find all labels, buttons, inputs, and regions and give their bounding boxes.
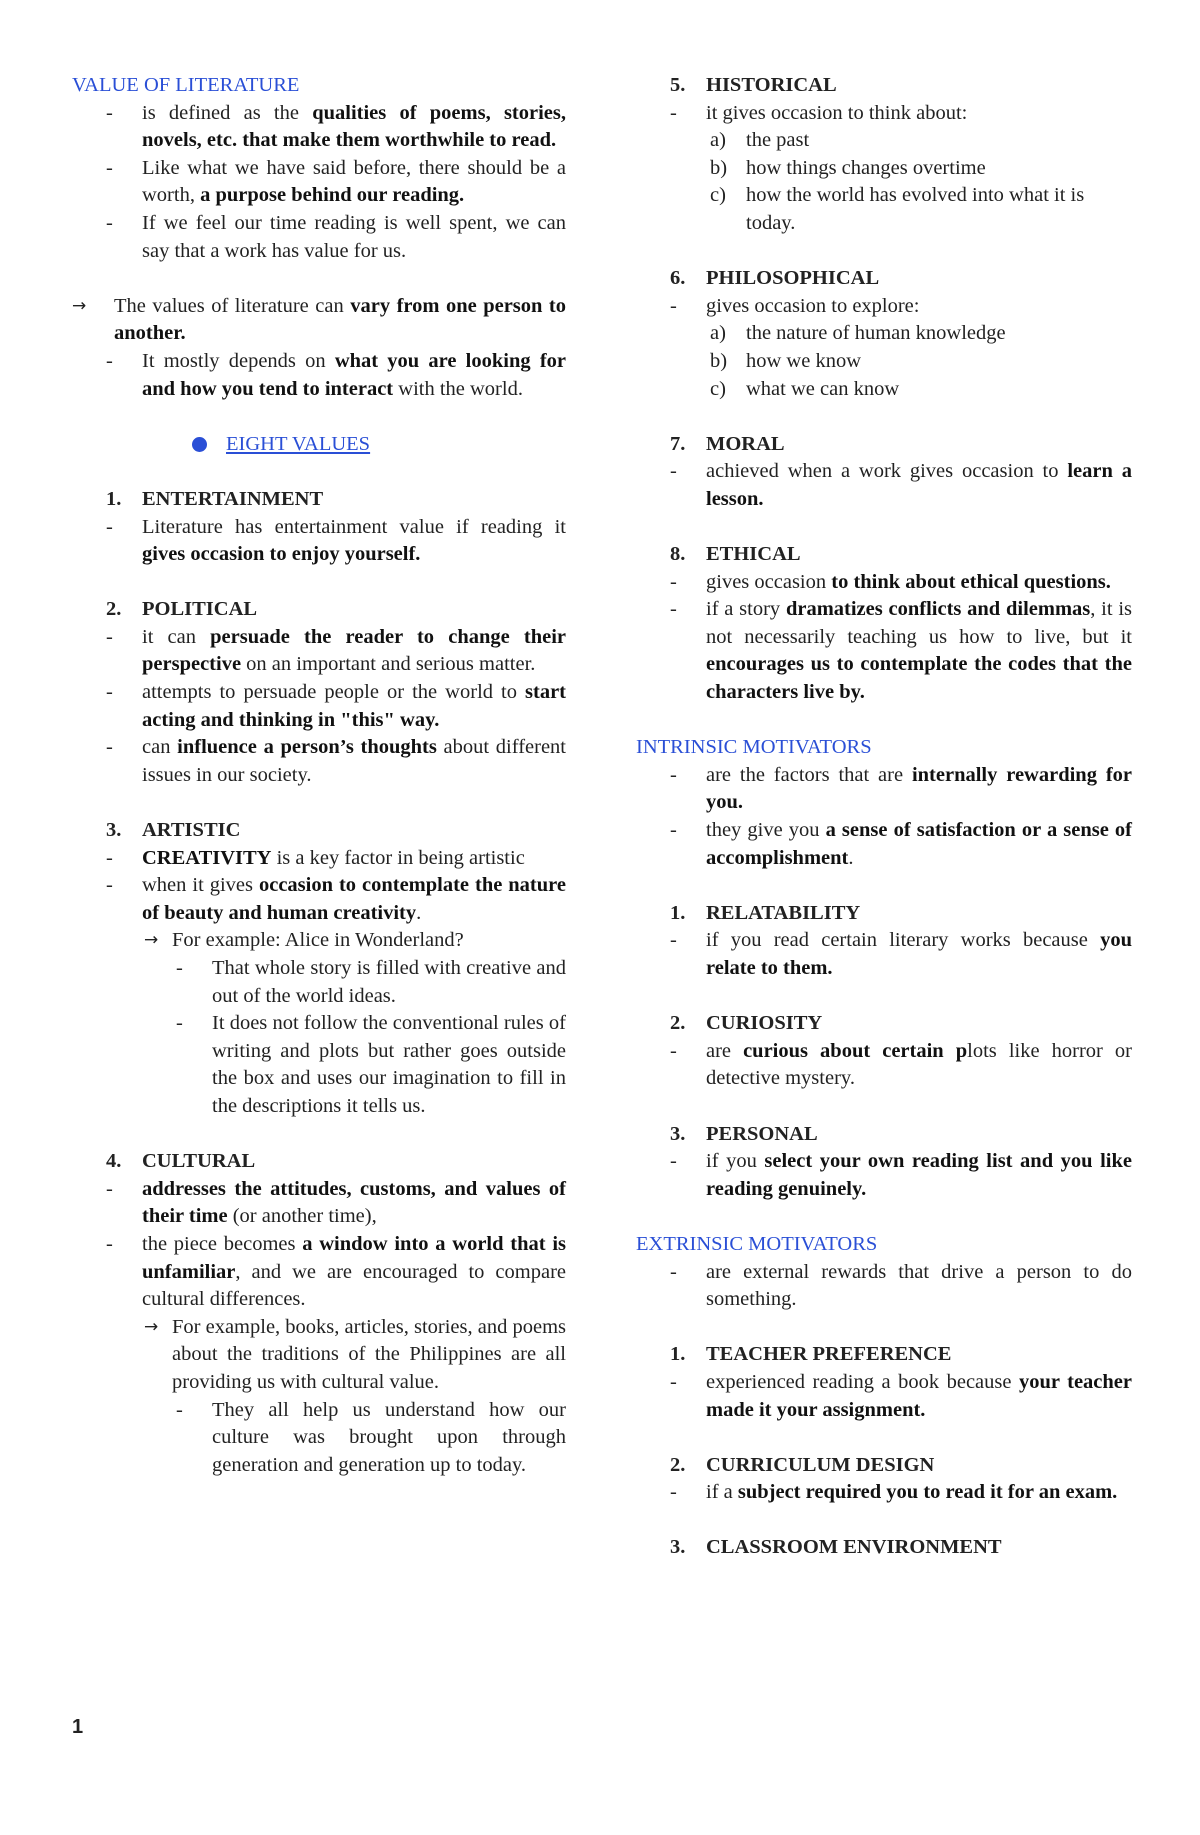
value-heading: 7. MORAL <box>670 432 785 455</box>
arrow-item: → The values of literature can vary from one person to another. <box>72 294 566 345</box>
value-heading: 8. ETHICAL <box>670 543 801 566</box>
list-item: - are the factors that are internally rewarding for you. <box>670 763 1133 814</box>
motivator-heading: 3. CLASSROOM ENVIRONMENT <box>670 1536 1002 1559</box>
list-item: - experienced reading a book because your teacher made it your assignment. <box>670 1370 1132 1421</box>
right-column <box>636 72 1132 1562</box>
list-item: - If we feel our time reading is well spent, we can say that a work has value for us. <box>106 211 566 262</box>
list-item: - Literature has entertainment value if reading it gives occasion to enjoy yourself. <box>106 515 566 566</box>
list-item: - is defined as the qualities of poems, stories, novels, etc. that make them worthwhile to read. <box>106 101 566 152</box>
list-item: - it can persuade the reader to change their perspective on an important and serious matter. <box>106 625 566 676</box>
list-item: - they give you a sense of satisfaction or a sense of accomplishment. <box>670 819 1132 869</box>
arrow-icon: → <box>72 295 87 316</box>
motivator-heading: 1. RELATABILITY <box>670 901 861 924</box>
motivator-heading: 3. PERSONAL <box>670 1122 818 1145</box>
arrow-item: → For example, books, articles, stories, and poems about the traditions of the Philippines are all providing us with cultural value. <box>144 1315 566 1393</box>
value-heading: 2. POLITICAL <box>106 598 258 621</box>
list-item: - the piece becomes a window into a world that is unfamiliar, and we are encouraged to compare cultural differences. <box>106 1232 566 1311</box>
list-item: - addresses the attitudes, customs, and values of their time (or another time), <box>106 1177 566 1228</box>
value-heading: 6. PHILOSOPHICAL <box>670 267 880 290</box>
list-item: - gives occasion to explore: <box>670 294 920 317</box>
section-title: INTRINSIC MOTIVATORS <box>636 736 872 759</box>
motivator-heading: 2. CURIOSITY <box>670 1012 823 1035</box>
eight-values-heading: EIGHT VALUES <box>72 431 566 459</box>
bullet-icon <box>192 437 207 452</box>
sub-item: - They all help us understand how our culture was brought upon through generation and generation up to today. <box>176 1398 566 1476</box>
sub-item: a) the past <box>710 129 810 152</box>
value-heading: 3. ARTISTIC <box>106 819 241 842</box>
sub-item: - That whole story is filled with creative and out of the world ideas. <box>176 957 566 1007</box>
list-item: - achieved when a work gives occasion to learn a lesson. <box>670 460 1133 510</box>
sub-item: c) what we can know <box>710 377 900 400</box>
sub-item: c) how the world has evolved into what it is today. <box>710 184 1085 234</box>
arrow-icon: → <box>144 930 159 951</box>
list-item: - CREATIVITY is a key factor in being artistic <box>106 846 525 869</box>
list-item: - if a subject required you to read it for an exam. <box>670 1481 1118 1504</box>
list-item: - Like what we have said before, there should be a worth, a purpose behind our reading. <box>106 156 566 207</box>
arrow-icon: → <box>144 1316 159 1337</box>
left-column <box>72 72 566 1479</box>
list-item: - when it gives occasion to contemplate the nature of beauty and human creativity. <box>106 874 566 924</box>
sub-item: - It does not follow the conventional rules of writing and plots but rather goes outside the box and uses our imagination to fill in the descriptions it tells us. <box>176 1012 566 1117</box>
motivator-heading: 1. TEACHER PREFERENCE <box>670 1343 952 1366</box>
sub-item: b) how we know <box>710 349 862 372</box>
list-item: - gives occasion to think about ethical questions. <box>670 570 1111 593</box>
list-item: - It mostly depends on what you are looking for and how you tend to interact with the world. <box>106 349 566 400</box>
motivator-heading: 2. CURRICULUM DESIGN <box>670 1453 935 1476</box>
list-item: - can influence a person’s thoughts about different issues in our society. <box>106 736 566 786</box>
list-item: - if you read certain literary works because you relate to them. <box>670 929 1132 979</box>
list-item: - if a story dramatizes conflicts and dilemmas, it is not necessarily teaching us how to live, but it encourages us to contemplate the codes that the characters live by. <box>670 598 1132 704</box>
value-heading: 1. ENTERTAINMENT <box>106 487 324 510</box>
list-item: - are curious about certain plots like horror or detective mystery. <box>670 1039 1132 1090</box>
page-number: 1 <box>72 1716 84 1738</box>
value-heading: 4. CULTURAL <box>106 1150 256 1173</box>
value-heading: 5. HISTORICAL <box>670 74 837 96</box>
section-title: VALUE OF LITERATURE <box>72 74 300 96</box>
list-item: - it gives occasion to think about: <box>670 101 968 124</box>
sub-item: a) the nature of human knowledge <box>710 322 1006 345</box>
list-item: - if you select your own reading list and you like reading genuinely. <box>670 1150 1133 1200</box>
list-item: - are external rewards that drive a person to do something. <box>670 1260 1132 1311</box>
sub-item: b) how things changes overtime <box>710 156 986 179</box>
arrow-item: → For example: Alice in Wonderland? <box>72 927 566 955</box>
section-title: EXTRINSIC MOTIVATORS <box>636 1232 878 1255</box>
list-item: - attempts to persuade people or the world to start acting and thinking in "this" way. <box>106 681 566 731</box>
